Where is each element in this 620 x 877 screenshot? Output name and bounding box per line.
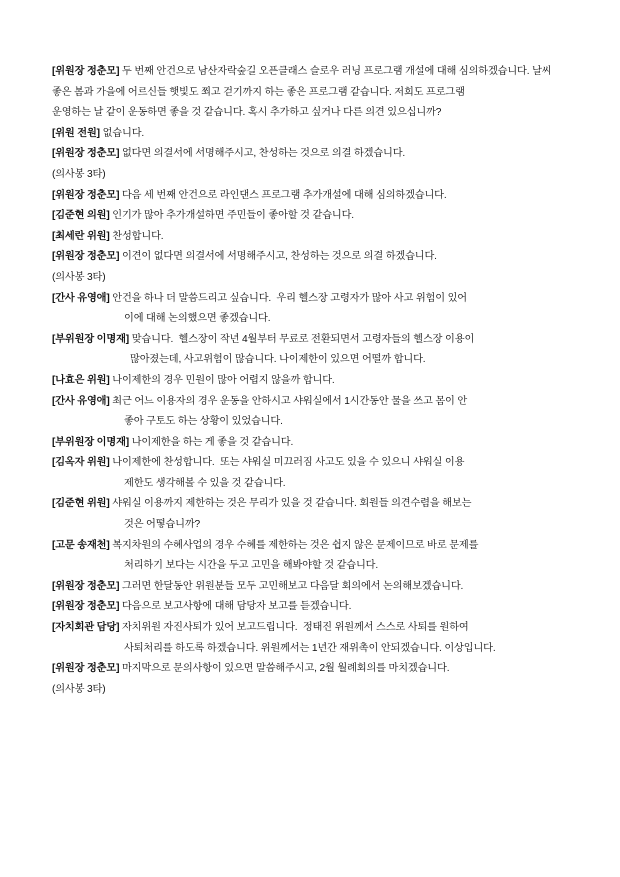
speaker-label: [위원 전원] bbox=[52, 127, 100, 139]
speaker-label: [김준현 위원] bbox=[52, 498, 110, 510]
utterance-continuation: 이에 대해 논의했으면 좋겠습니다. bbox=[124, 313, 271, 325]
minutes-line bbox=[52, 412, 572, 433]
utterance-continuation: 처리하기 보다는 시간을 두고 고민을 해봐야할 것 같습니다. bbox=[124, 560, 379, 572]
speaker-utterance: 찬성합니다. bbox=[109, 230, 164, 242]
utterance-continuation: (의사봉 3타) bbox=[52, 168, 106, 180]
speaker-utterance: 이견이 없다면 의결서에 서명해주시고, 찬성하는 것으로 의결 하겠습니다. bbox=[119, 251, 437, 263]
speaker-label: [김준현 의원] bbox=[52, 210, 110, 222]
minutes-line bbox=[52, 618, 572, 639]
minutes-paragraph bbox=[52, 186, 572, 207]
minutes-paragraph bbox=[52, 536, 572, 577]
utterance-continuation: 좋은 봄과 가을에 어르신들 햇빛도 쬐고 걷기까지 하는 좋은 프로그램 같습니다. 저희도 프로그램 bbox=[52, 86, 465, 98]
minutes-line bbox=[52, 639, 572, 660]
speaker-utterance: 복지차원의 수혜사업의 경우 수혜를 제한하는 것은 쉽지 않은 문제이므로 바로 문제를 bbox=[109, 539, 479, 551]
minutes-line bbox=[52, 680, 572, 701]
minutes-line bbox=[52, 474, 572, 495]
minutes-line bbox=[52, 453, 572, 474]
speaker-label: [자치회관 담당] bbox=[52, 622, 120, 634]
speaker-utterance: 두 번째 안건으로 남산자락숲길 오픈클래스 슬로우 러닝 프로그램 개설에 대해 심의하겠습니다. 날씨 bbox=[119, 66, 552, 77]
speaker-utterance: 나이제한을 하는 게 좋을 것 같습니다. bbox=[129, 436, 294, 448]
minutes-paragraph bbox=[52, 433, 572, 454]
speaker-label: [부위원장 이명재] bbox=[52, 436, 130, 448]
minutes-paragraph bbox=[52, 227, 572, 248]
speaker-label: [고문 송재천] bbox=[52, 539, 110, 551]
minutes-line bbox=[52, 494, 572, 515]
speaker-utterance: 그러면 한달동안 위원분들 모두 고민해보고 다음달 회의에서 논의해보겠습니다. bbox=[119, 580, 464, 592]
utterance-continuation: 사퇴처리를 하도록 하겠습니다. 위원께서는 1년간 재위촉이 안되겠습니다. 이상입니다. bbox=[124, 642, 496, 654]
speaker-label: [위원장 정춘모] bbox=[52, 66, 120, 77]
minutes-line bbox=[52, 597, 572, 618]
meeting-minutes-body bbox=[52, 62, 572, 700]
minutes-line bbox=[52, 577, 572, 598]
minutes-paragraph bbox=[52, 577, 572, 598]
speaker-label: [부위원장 이명재] bbox=[52, 333, 130, 345]
speaker-label: [위원장 정춘모] bbox=[52, 148, 120, 160]
minutes-paragraph bbox=[52, 206, 572, 227]
minutes-line bbox=[52, 186, 572, 207]
minutes-line bbox=[52, 103, 572, 124]
minutes-paragraph bbox=[52, 597, 572, 618]
utterance-continuation: 운영하는 날 같이 운동하면 좋을 것 같습니다. 혹시 추가하고 싶거나 다른 의견 있으십니까? bbox=[52, 107, 442, 119]
utterance-continuation: (의사봉 3타) bbox=[52, 271, 106, 283]
speaker-label: [김옥자 위원] bbox=[52, 457, 110, 469]
minutes-line bbox=[52, 556, 572, 577]
minutes-line bbox=[52, 268, 572, 289]
minutes-line bbox=[52, 371, 572, 392]
speaker-utterance: 마지막으로 문의사항이 있으면 말씀해주시고, 2월 월례회의를 마치겠습니다. bbox=[119, 663, 450, 675]
minutes-line bbox=[52, 227, 572, 248]
minutes-line bbox=[52, 392, 572, 413]
minutes-paragraph bbox=[52, 268, 572, 289]
minutes-paragraph bbox=[52, 289, 572, 330]
speaker-utterance: 없습니다. bbox=[99, 127, 145, 139]
minutes-paragraph bbox=[52, 680, 572, 701]
minutes-line bbox=[52, 165, 572, 186]
speaker-utterance: 인기가 많아 추가개설하면 주민들이 좋아할 것 같습니다. bbox=[109, 210, 354, 222]
minutes-line bbox=[52, 433, 572, 454]
speaker-label: [위원장 정춘모] bbox=[52, 189, 120, 201]
minutes-paragraph bbox=[52, 247, 572, 268]
speaker-label: [위원장 정춘모] bbox=[52, 580, 120, 592]
minutes-line bbox=[52, 309, 572, 330]
minutes-line bbox=[52, 62, 572, 83]
minutes-paragraph bbox=[52, 618, 572, 659]
speaker-label: [위원장 정춘모] bbox=[52, 251, 120, 263]
minutes-line bbox=[52, 144, 572, 165]
speaker-utterance: 최근 어느 이용자의 경우 운동을 안하시고 샤워실에서 1시간동안 물을 쓰고 몸이 안 bbox=[109, 395, 468, 407]
minutes-line bbox=[52, 83, 572, 104]
minutes-line bbox=[52, 659, 572, 680]
minutes-paragraph bbox=[52, 392, 572, 433]
minutes-paragraph bbox=[52, 371, 572, 392]
speaker-label: [최세란 위원] bbox=[52, 230, 110, 242]
speaker-utterance: 자치위원 자진사퇴가 있어 보고드립니다. 정태진 위원께서 스스로 사퇴를 원하여 bbox=[119, 622, 469, 634]
utterance-continuation: 많아졌는데, 사고위험이 많습니다. 나이제한이 있으면 어떨까 합니다. bbox=[130, 354, 426, 366]
speaker-label: [위원장 정춘모] bbox=[52, 663, 120, 675]
minutes-paragraph bbox=[52, 165, 572, 186]
minutes-line bbox=[52, 515, 572, 536]
minutes-paragraph bbox=[52, 124, 572, 145]
speaker-utterance: 안건을 하나 더 말씀드리고 싶습니다. 우리 헬스장 고령자가 많아 사고 위험이 있어 bbox=[109, 292, 467, 304]
utterance-continuation: 좋아 구토도 하는 상황이 있었습니다. bbox=[124, 416, 283, 428]
speaker-utterance: 맞습니다. 헬스장이 작년 4월부터 무료로 전환되면서 고령자들의 헬스장 이용이 bbox=[129, 333, 475, 345]
minutes-paragraph bbox=[52, 330, 572, 371]
minutes-line bbox=[52, 536, 572, 557]
minutes-paragraph bbox=[52, 494, 572, 535]
speaker-utterance: 다음 세 번째 안건으로 라인댄스 프로그램 추가개설에 대해 심의하겠습니다. bbox=[119, 189, 447, 201]
minutes-line bbox=[52, 206, 572, 227]
minutes-line bbox=[52, 247, 572, 268]
speaker-label: [위원장 정춘모] bbox=[52, 601, 120, 613]
utterance-continuation: (의사봉 3타) bbox=[52, 683, 106, 695]
speaker-label: [간사 유영애] bbox=[52, 292, 110, 304]
speaker-label: [간사 유영애] bbox=[52, 395, 110, 407]
minutes-line bbox=[52, 124, 572, 145]
speaker-utterance: 나이제한의 경우 민원이 많아 어렵지 않을까 합니다. bbox=[109, 374, 335, 386]
minutes-line bbox=[52, 350, 572, 371]
minutes-line bbox=[52, 289, 572, 310]
utterance-continuation: 제한도 생각해볼 수 있을 것 같습니다. bbox=[124, 477, 286, 489]
minutes-line bbox=[52, 330, 572, 351]
speaker-label: [나효은 위원] bbox=[52, 374, 110, 386]
speaker-utterance: 없다면 의결서에 서명해주시고, 찬성하는 것으로 의결 하겠습니다. bbox=[119, 148, 406, 160]
speaker-utterance: 나이제한에 찬성합니다. 또는 샤워실 미끄러짐 사고도 있을 수 있으니 샤워실 이용 bbox=[109, 457, 465, 469]
speaker-utterance: 다음으로 보고사항에 대해 담당자 보고를 듣겠습니다. bbox=[119, 601, 352, 613]
utterance-continuation: 것은 어떻습니까? bbox=[124, 519, 201, 531]
minutes-paragraph bbox=[52, 144, 572, 165]
minutes-paragraph bbox=[52, 659, 572, 680]
speaker-utterance: 샤워실 이용까지 제한하는 것은 무리가 있을 것 같습니다. 회원들 의견수렴을 해보는 bbox=[109, 498, 472, 510]
minutes-paragraph bbox=[52, 453, 572, 494]
minutes-paragraph bbox=[52, 62, 572, 124]
